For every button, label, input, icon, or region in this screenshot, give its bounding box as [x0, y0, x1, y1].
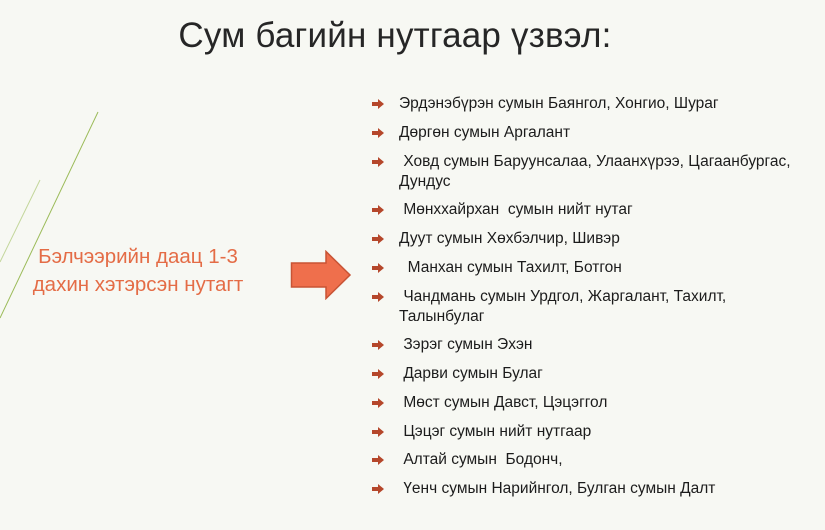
right-arrow-icon — [290, 250, 352, 300]
arrow-bullet-icon — [372, 369, 384, 379]
list-item-text: Зэрэг сумын Эхэн — [399, 336, 533, 354]
list-item — [372, 200, 812, 220]
arrow-bullet-icon — [372, 292, 384, 302]
list-item — [372, 123, 812, 143]
list-item-text: Мөнххайрхан сумын нийт нутаг — [399, 201, 633, 219]
list-item — [372, 152, 812, 192]
list-item-text: Чандмань сумын Урдгол, Жаргалант, Тахилт, Талынбулаг — [399, 287, 731, 325]
arrow-bullet-icon — [372, 234, 384, 244]
list-item — [372, 422, 812, 442]
list-item — [372, 258, 812, 278]
list-item — [372, 450, 812, 470]
list-item-text: Алтай сумын Бодонч, — [399, 451, 563, 469]
arrow-bullet-icon — [372, 427, 384, 437]
list-item-text: Дарви сумын Булаг — [399, 364, 543, 382]
callout-line-1: Бэлчээрийн даац 1-3 — [38, 245, 238, 268]
list-item — [372, 335, 812, 355]
arrow-bullet-icon — [372, 99, 384, 109]
arrow-bullet-icon — [372, 484, 384, 494]
list-item-text: Манхан сумын Тахилт, Ботгон — [399, 258, 622, 276]
list-item-text: Дуут сумын Хөхбэлчир, Шивэр — [399, 229, 620, 247]
list-item — [372, 94, 812, 114]
arrow-bullet-icon — [372, 455, 384, 465]
list-item-text: Үенч сумын Нарийнгол, Булган сумын Далт — [399, 480, 716, 498]
arrow-bullet-icon — [372, 128, 384, 138]
location-list — [372, 94, 812, 508]
callout-line-2: дахин хэтэрсэн нутагт — [32, 273, 244, 296]
list-item-text: Цэцэг сумын нийт нутгаар — [399, 422, 592, 440]
arrow-bullet-icon — [372, 398, 384, 408]
list-item-text: Дөргөн сумын Аргалант — [399, 123, 571, 141]
arrow-bullet-icon — [372, 340, 384, 350]
arrow-bullet-icon — [372, 205, 384, 215]
list-item — [372, 479, 812, 499]
list-item — [372, 229, 812, 249]
list-item-text: Эрдэнэбүрэн сумын Баянгол, Хонгио, Шураг — [399, 95, 719, 112]
slide-title: Сум багийн нутгаар үзвэл: — [178, 16, 612, 55]
arrow-bullet-icon — [372, 157, 384, 167]
list-item — [372, 364, 812, 384]
list-item-text: Ховд сумын Баруунсалаа, Улаанхүрээ, Цагаанбургас, Дундус — [399, 152, 795, 190]
callout-text — [4, 243, 272, 299]
list-item-text: Мөст сумын Давст, Цэцэггол — [399, 393, 608, 411]
list-item — [372, 287, 812, 327]
arrow-bullet-icon — [372, 263, 384, 273]
list-item — [372, 393, 812, 413]
